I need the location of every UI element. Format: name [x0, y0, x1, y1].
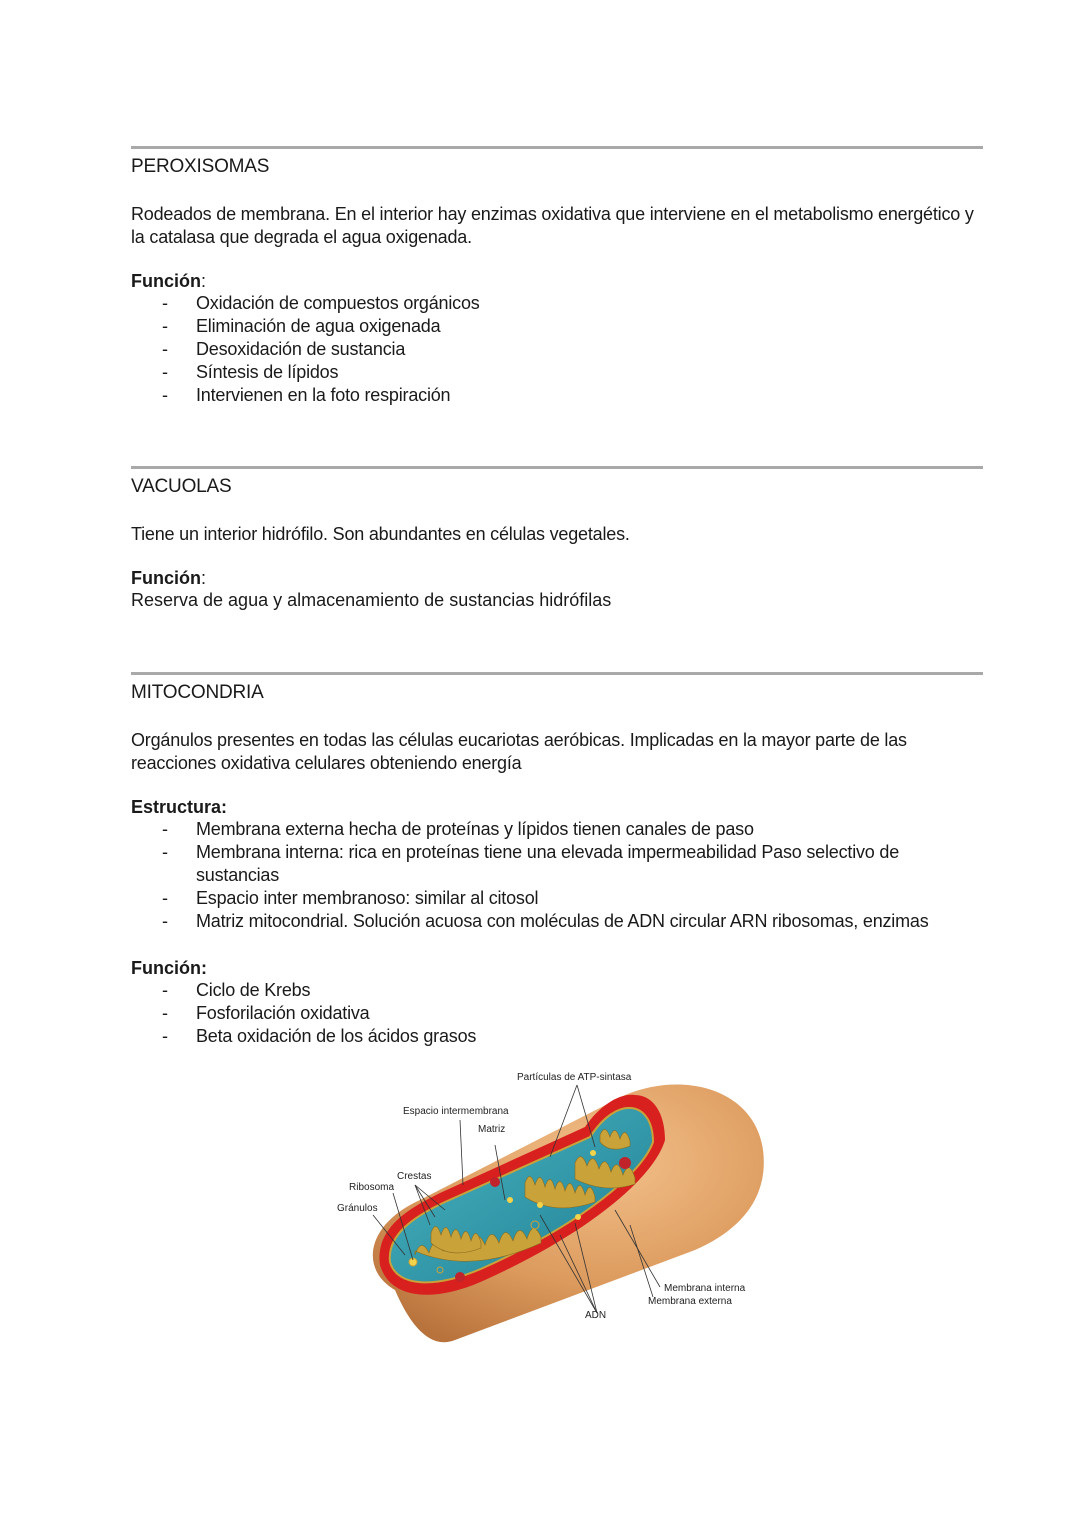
- section-description: Orgánulos presentes en todas las células eucariotas aeróbicas. Implicadas en la mayor parte de las reacciones oxidativa celulares obteniendo energía: [131, 730, 907, 773]
- list-item: - Ciclo de Krebs: [131, 979, 983, 1002]
- section-mitocondria: [131, 672, 983, 1048]
- section-divider: [131, 146, 983, 149]
- section-divider: [131, 672, 983, 675]
- label-ribosoma: Ribosoma: [349, 1182, 395, 1193]
- label-atp-sintasa: Partículas de ATP-sintasa: [517, 1072, 632, 1083]
- section-peroxisomas: [131, 146, 983, 407]
- section-title: PEROXISOMAS: [131, 156, 270, 177]
- section-vacuolas: [131, 466, 983, 612]
- estructura-list: [131, 818, 983, 933]
- list-item: - Membrana externa hecha de proteínas y lípidos tienen canales de paso: [131, 818, 983, 841]
- list-item: - Beta oxidación de los ácidos grasos: [131, 1025, 983, 1048]
- section-title: VACUOLAS: [131, 476, 232, 497]
- label-granulos: Gránulos: [337, 1203, 378, 1214]
- list-item: - Fosforilación oxidativa: [131, 1002, 983, 1025]
- funcion-list: [131, 979, 983, 1048]
- list-item: - Síntesis de lípidos: [131, 361, 983, 384]
- section-divider: [131, 466, 983, 469]
- list-item: - Oxidación de compuestos orgánicos: [131, 292, 983, 315]
- label-crestas: Crestas: [397, 1171, 432, 1182]
- label-matriz: Matriz: [478, 1124, 506, 1135]
- list-item: - Desoxidación de sustancia: [131, 338, 983, 361]
- label-espacio-intermembrana: Espacio intermembrana: [403, 1106, 509, 1117]
- list-item: - Membrana interna: rica en proteínas tiene una elevada impermeabilidad Paso selectivo de sustancias: [131, 841, 983, 887]
- estructura-heading: Estructura:: [131, 797, 228, 817]
- label-adn: ADN: [585, 1310, 607, 1321]
- section-description: Rodeados de membrana. En el interior hay enzimas oxidativa que interviene en el metabolismo energético y la catalasa que degrada el agua oxigenada.: [131, 204, 974, 247]
- list-item: - Espacio inter membranoso: similar al citosol: [131, 887, 983, 910]
- funcion-text: Reserva de agua y almacenamiento de sustancias hidrófilas: [131, 590, 612, 610]
- label-membrana-interna: Membrana interna: [664, 1283, 746, 1294]
- funcion-list: [131, 292, 983, 407]
- section-title: MITOCONDRIA: [131, 682, 264, 703]
- funcion-heading: Función:: [131, 568, 207, 588]
- mitochondrion-diagram: [335, 1065, 775, 1355]
- list-item: - Matriz mitocondrial. Solución acuosa con moléculas de ADN circular ARN ribosomas, enzimas: [131, 910, 983, 933]
- list-item: - Intervienen en la foto respiración: [131, 384, 983, 407]
- section-description: Tiene un interior hidrófilo. Son abundantes en células vegetales.: [131, 524, 630, 544]
- funcion-heading: Función:: [131, 271, 207, 291]
- funcion-heading: Función:: [131, 958, 207, 978]
- label-membrana-externa: Membrana externa: [648, 1296, 732, 1307]
- mitochondrion-illustration: [335, 1065, 775, 1355]
- list-item: - Eliminación de agua oxigenada: [131, 315, 983, 338]
